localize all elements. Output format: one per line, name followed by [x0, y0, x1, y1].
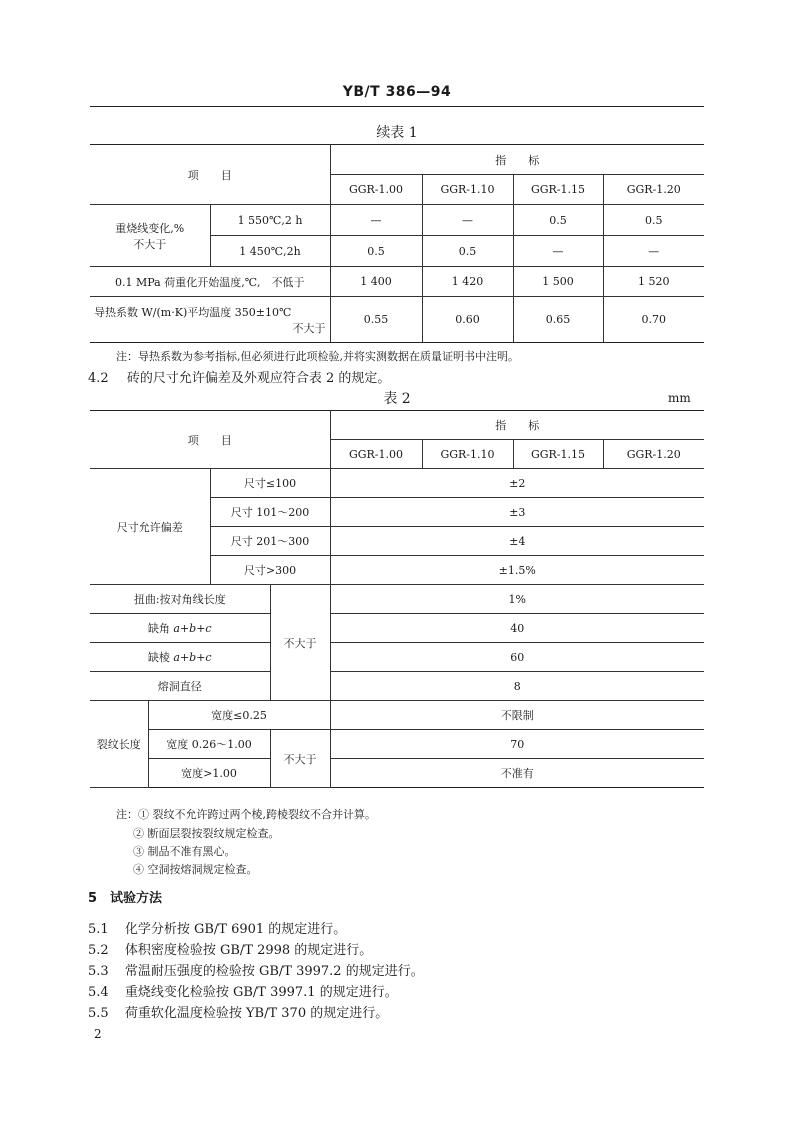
- table1-cell: —: [330, 205, 422, 236]
- table2-crack-val: 不限制: [330, 701, 704, 730]
- table1-cell: 0.70: [603, 297, 704, 343]
- item-number: 5.1: [88, 922, 109, 937]
- table2-hole-label: 熔洞直径: [90, 672, 270, 701]
- table1-cell: 1 420: [422, 267, 513, 297]
- item-number: 5.4: [88, 985, 109, 1000]
- tc-label-line1: 导热系数 W/(m·K)平均温度 350±10℃: [94, 305, 292, 319]
- table2-note: ④ 空洞按熔洞规定检查。: [133, 863, 258, 876]
- item-text: 荷重软化温度检验按 YB/T 370 的规定进行。: [124, 1006, 389, 1021]
- table1-cell: 1 400: [330, 267, 422, 297]
- table1-grade-header: GGR-1.00: [330, 175, 422, 205]
- header-rule: [90, 106, 704, 107]
- table1-cell: 0.5: [422, 236, 513, 267]
- table1-cell: —: [422, 205, 513, 236]
- table2-edge-val: 60: [330, 643, 704, 672]
- table2-dev-cond: 尺寸≤100: [210, 469, 330, 498]
- section5-title: 5 试验方法: [88, 891, 163, 906]
- table1-item-header: 项 目: [90, 145, 330, 205]
- table1-cell: —: [603, 236, 704, 267]
- table2-dev-cond: 尺寸 101～200: [210, 498, 330, 527]
- edge-formula: a+b+c: [173, 651, 212, 664]
- table2: [90, 410, 704, 788]
- table2-corner-val: 40: [330, 614, 704, 643]
- section5-item: [88, 960, 424, 979]
- table1-grade-header: GGR-1.20: [603, 175, 704, 205]
- reheat-label-line2: 不大于: [133, 237, 167, 251]
- table2-crack-cond: 宽度 0.26～1.00: [148, 730, 270, 759]
- table1-note: 注：导热系数为参考指标,但必须进行此项检验,并将实测数据在质量证明书中注明。: [116, 350, 519, 363]
- table1-reheat-cond: 1 450℃,2h: [210, 236, 330, 267]
- table1-reheat-cond: 1 550℃,2 h: [210, 205, 330, 236]
- table2-caption: 表 2: [383, 391, 411, 407]
- reheat-label-line1: 重烧线变化,%: [115, 221, 185, 235]
- corner-label-text: 缺角: [147, 622, 170, 635]
- item-text: 体积密度检验按 GB/T 2998 的规定进行。: [124, 943, 373, 958]
- para-number: 4.2: [88, 371, 109, 386]
- table2-grade-header: GGR-1.10: [422, 440, 513, 469]
- table1-cell: 0.5: [513, 205, 603, 236]
- table1: [90, 144, 704, 343]
- page-number: 2: [94, 1027, 102, 1041]
- table2-crack-label: 裂纹长度: [90, 701, 148, 788]
- section5-item: [88, 918, 346, 937]
- table2-note: ③ 制品不准有黑心。: [133, 845, 236, 858]
- table2-dev-val: ±1.5%: [330, 556, 704, 585]
- item-text: 重烧线变化检验按 GB/T 3997.1 的规定进行。: [124, 985, 398, 1000]
- table1-index-header: 指 标: [330, 145, 704, 175]
- table2-warp-label: 扭曲:按对角线长度: [90, 585, 270, 614]
- table1-reheat-label: [90, 205, 210, 267]
- section5-item: [88, 1002, 388, 1021]
- table2-grade-header: GGR-1.15: [513, 440, 603, 469]
- table2-dev-val: ±4: [330, 527, 704, 556]
- document-id: YB/T 386—94: [342, 84, 452, 100]
- para-4-2: [88, 367, 390, 386]
- table2-note: 注：① 裂纹不允许跨过两个棱,跨棱裂纹不合并计算。: [116, 808, 376, 821]
- item-text: 常温耐压强度的检验按 GB/T 3997.2 的规定进行。: [124, 964, 424, 979]
- table2-crack-val: 70: [330, 730, 704, 759]
- table2-grade-header: GGR-1.20: [603, 440, 704, 469]
- table1-cell: 0.5: [603, 205, 704, 236]
- item-number: 5.2: [88, 943, 109, 958]
- table2-note: ② 断面层裂按裂纹规定检查。: [133, 827, 280, 840]
- table2-index-header: 指 标: [330, 411, 704, 440]
- table1-rul-label: 0.1 MPa 荷重化开始温度,℃, 不低于: [90, 267, 330, 297]
- table2-not-greater: 不大于: [270, 585, 330, 701]
- table1-cell: 0.55: [330, 297, 422, 343]
- table1-grade-header: GGR-1.15: [513, 175, 603, 205]
- table2-hole-val: 8: [330, 672, 704, 701]
- table2-grade-header: GGR-1.00: [330, 440, 422, 469]
- table1-cell: 1 520: [603, 267, 704, 297]
- table2-dev-cond: 尺寸 201～300: [210, 527, 330, 556]
- section5-item: [88, 981, 398, 1000]
- table2-crack-cond: 宽度>1.00: [148, 759, 270, 788]
- table2-crack-cond: 宽度≤0.25: [148, 701, 330, 730]
- tc-label-line2: 不大于: [292, 321, 326, 335]
- table1-grade-header: GGR-1.10: [422, 175, 513, 205]
- table2-dev-label: 尺寸允许偏差: [90, 469, 210, 585]
- item-number: 5.5: [88, 1006, 109, 1021]
- table2-corner-label: [90, 614, 270, 643]
- table1-cell: 0.60: [422, 297, 513, 343]
- table1-cell: —: [513, 236, 603, 267]
- section5-item: [88, 939, 372, 958]
- table1-cell: 0.5: [330, 236, 422, 267]
- para-text: 砖的尺寸允许偏差及外观应符合表 2 的规定。: [126, 371, 391, 386]
- table2-crack-val: 不准有: [330, 759, 704, 788]
- table1-cell: 1 500: [513, 267, 603, 297]
- table2-dev-val: ±2: [330, 469, 704, 498]
- table1-caption: 续表 1: [376, 125, 418, 141]
- table1-tc-label: [90, 297, 330, 343]
- table2-warp-val: 1%: [330, 585, 704, 614]
- table2-unit: mm: [668, 391, 691, 405]
- table2-item-header: 项 目: [90, 411, 330, 469]
- table2-dev-cond: 尺寸>300: [210, 556, 330, 585]
- table2-crack-not-greater: 不大于: [270, 730, 330, 788]
- item-text: 化学分析按 GB/T 6901 的规定进行。: [124, 922, 347, 937]
- table2-dev-val: ±3: [330, 498, 704, 527]
- corner-formula: a+b+c: [173, 622, 212, 635]
- table1-cell: 0.65: [513, 297, 603, 343]
- edge-label-text: 缺棱: [147, 651, 170, 664]
- item-number: 5.3: [88, 964, 109, 979]
- table2-edge-label: [90, 643, 270, 672]
